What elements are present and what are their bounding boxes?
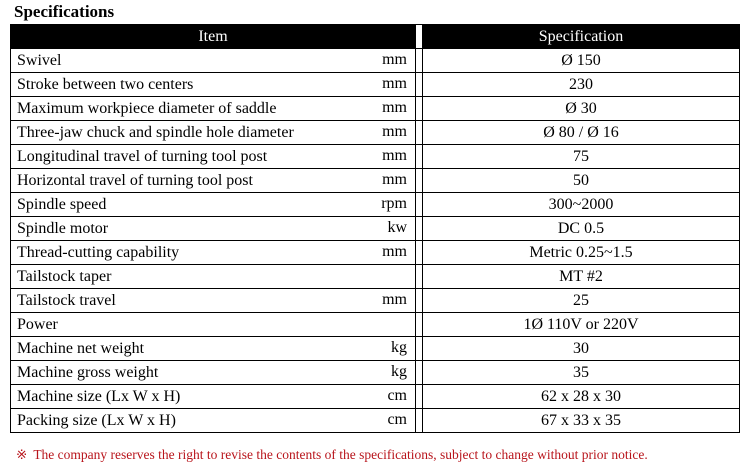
item-cell — [11, 409, 416, 433]
table-row — [11, 337, 740, 361]
unit-label: mm — [382, 243, 407, 260]
unit-label: kw — [387, 219, 407, 236]
unit-label: mm — [382, 291, 407, 308]
spec-value: Ø 30 — [423, 97, 740, 121]
item-cell — [11, 49, 416, 73]
gap-cell — [416, 289, 423, 313]
table-row — [11, 217, 740, 241]
unit-label: mm — [382, 75, 407, 92]
table-row — [11, 385, 740, 409]
item-label: Machine size (Lx W x H) — [17, 387, 181, 405]
item-cell — [11, 337, 416, 361]
item-label: Spindle speed — [17, 195, 107, 213]
spec-value: 230 — [423, 73, 740, 97]
unit-label: mm — [382, 123, 407, 140]
spec-value: 35 — [423, 361, 740, 385]
table-row — [11, 265, 740, 289]
item-cell — [11, 217, 416, 241]
item-cell — [11, 241, 416, 265]
spec-value: 62 x 28 x 30 — [423, 385, 740, 409]
item-label: Swivel — [17, 51, 62, 69]
gap-cell — [416, 217, 423, 241]
table-row — [11, 121, 740, 145]
disclaimer-notice — [16, 446, 648, 464]
reference-mark-icon: ※ — [16, 447, 28, 462]
item-label: Machine gross weight — [17, 363, 159, 381]
item-cell — [11, 289, 416, 313]
table-row — [11, 169, 740, 193]
page-title: Specifications — [14, 2, 115, 21]
unit-label: mm — [382, 99, 407, 116]
gap-cell — [416, 385, 423, 409]
unit-label: mm — [382, 51, 407, 68]
spec-value: Metric 0.25~1.5 — [423, 241, 740, 265]
disclaimer-text: The company reserves the right to revise the contents of the specifications, subject to change without prior notice. — [33, 447, 648, 462]
item-label: Maximum workpiece diameter of saddle — [17, 99, 277, 117]
item-cell — [11, 73, 416, 97]
item-label: Stroke between two centers — [17, 75, 194, 93]
gap-cell — [416, 337, 423, 361]
item-label: Longitudinal travel of turning tool post — [17, 147, 268, 165]
item-label: Thread-cutting capability — [17, 243, 180, 261]
gap-cell — [416, 361, 423, 385]
item-cell — [11, 121, 416, 145]
spec-value: 25 — [423, 289, 740, 313]
gap-cell — [416, 241, 423, 265]
spec-value: Ø 150 — [423, 49, 740, 73]
header-item: Item — [11, 25, 416, 49]
table-row — [11, 145, 740, 169]
item-cell — [11, 385, 416, 409]
table-row — [11, 361, 740, 385]
item-label: Tailstock taper — [17, 267, 112, 285]
unit-label: cm — [387, 387, 407, 404]
spec-value: 67 x 33 x 35 — [423, 409, 740, 433]
spec-value: Ø 80 / Ø 16 — [423, 121, 740, 145]
gap-cell — [416, 145, 423, 169]
table-row — [11, 313, 740, 337]
item-label: Tailstock travel — [17, 291, 116, 309]
unit-label: rpm — [381, 195, 407, 212]
spec-value: 300~2000 — [423, 193, 740, 217]
item-cell — [11, 313, 416, 337]
item-cell — [11, 265, 416, 289]
gap-cell — [416, 265, 423, 289]
table-header-row — [11, 25, 740, 49]
gap-cell — [416, 313, 423, 337]
item-cell — [11, 169, 416, 193]
unit-label: mm — [382, 147, 407, 164]
spec-value: DC 0.5 — [423, 217, 740, 241]
gap-cell — [416, 49, 423, 73]
gap-cell — [416, 193, 423, 217]
table-row — [11, 289, 740, 313]
unit-label: kg — [391, 339, 407, 356]
item-label: Three-jaw chuck and spindle hole diameter — [17, 123, 294, 141]
table-row — [11, 97, 740, 121]
item-label: Machine net weight — [17, 339, 145, 357]
item-cell — [11, 193, 416, 217]
specifications-table — [10, 24, 740, 433]
item-cell — [11, 361, 416, 385]
gap-cell — [416, 121, 423, 145]
item-label: Spindle motor — [17, 219, 109, 237]
gap-cell — [416, 73, 423, 97]
item-label: Packing size (Lx W x H) — [17, 411, 176, 429]
header-specification: Specification — [423, 25, 740, 49]
item-cell — [11, 145, 416, 169]
item-cell — [11, 97, 416, 121]
gap-cell — [416, 169, 423, 193]
table-row — [11, 409, 740, 433]
item-label: Power — [17, 315, 58, 333]
spec-value: 1Ø 110V or 220V — [423, 313, 740, 337]
table-row — [11, 193, 740, 217]
gap-cell — [416, 97, 423, 121]
item-label: Horizontal travel of turning tool post — [17, 171, 253, 189]
unit-label: mm — [382, 171, 407, 188]
spec-value: 30 — [423, 337, 740, 361]
header-gap — [416, 25, 423, 49]
table-row — [11, 49, 740, 73]
spec-value: 50 — [423, 169, 740, 193]
table-row — [11, 73, 740, 97]
spec-value: 75 — [423, 145, 740, 169]
spec-value: MT #2 — [423, 265, 740, 289]
unit-label: cm — [387, 411, 407, 428]
unit-label: kg — [391, 363, 407, 380]
table-body — [11, 49, 740, 433]
table-row — [11, 241, 740, 265]
gap-cell — [416, 409, 423, 433]
